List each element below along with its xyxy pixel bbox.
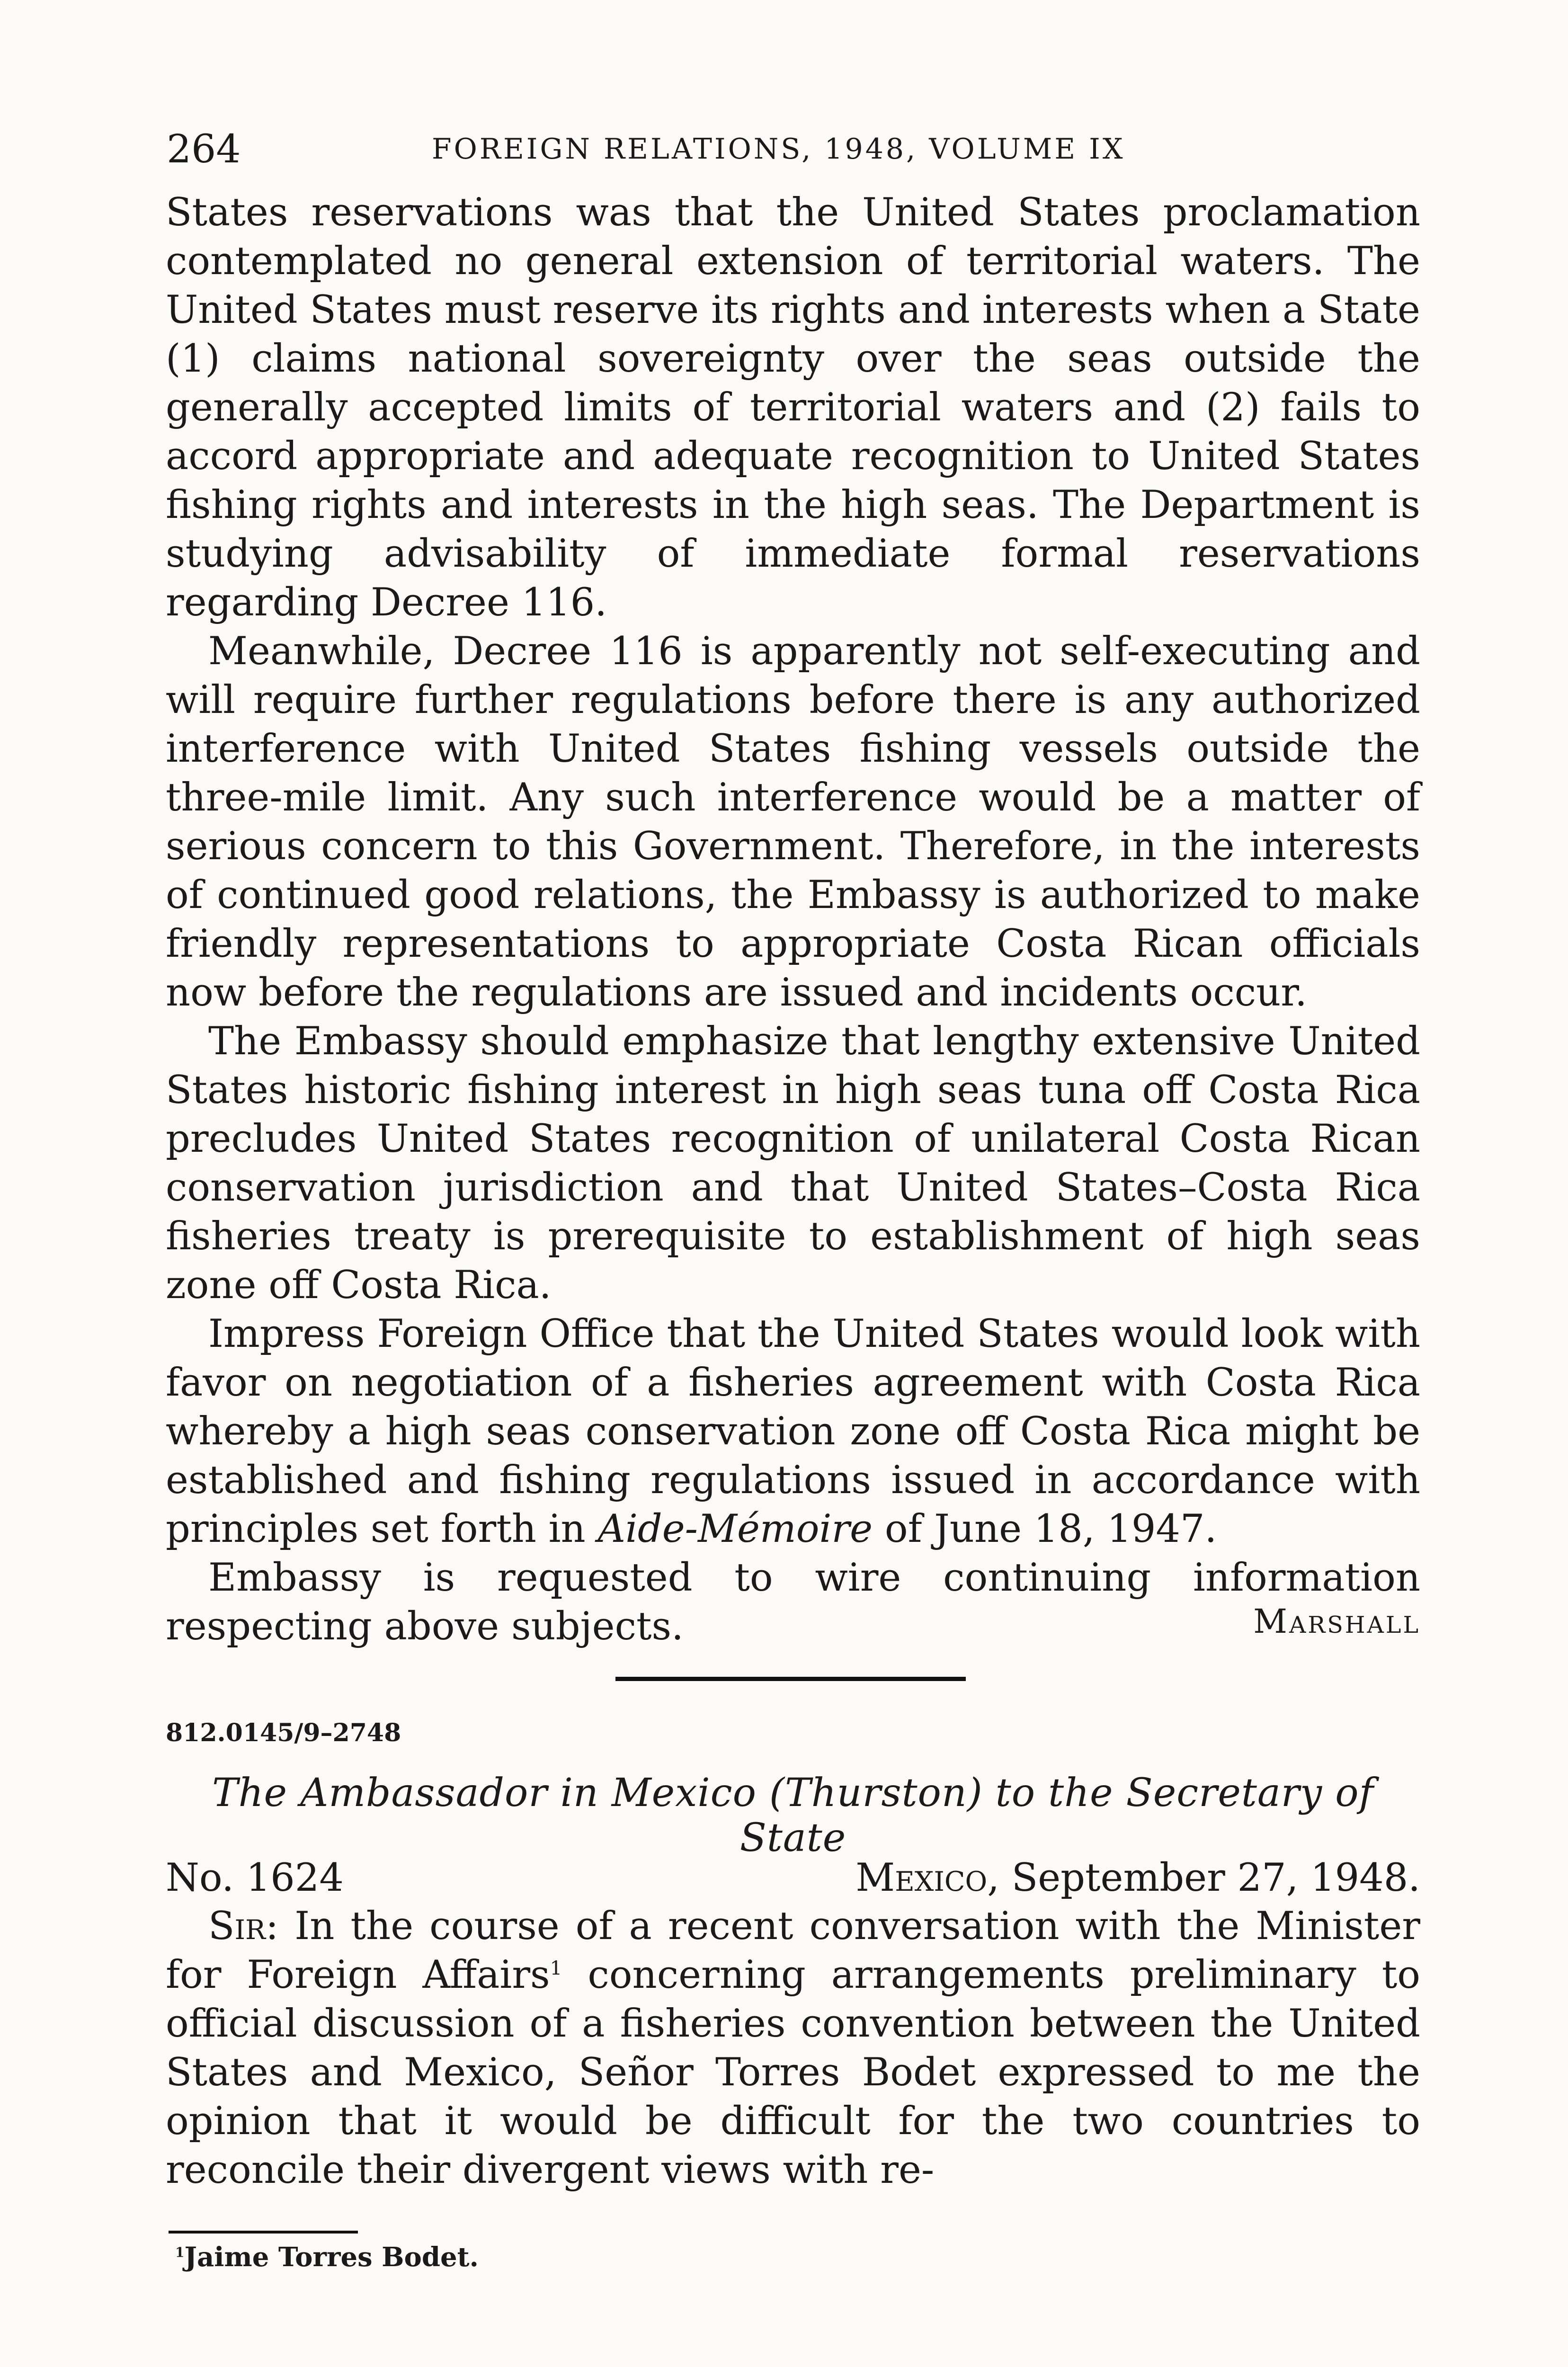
footnote-text: Jaime Torres Bodet. [184, 2242, 479, 2273]
signature-marshall: Marshall [1253, 1602, 1420, 1641]
paragraph-impress [166, 1310, 1420, 1554]
place-date [855, 1856, 1420, 1900]
letter-text-1: : In the course of a recent conversation with the Minister for Foreign Affairs [166, 1904, 1420, 1997]
instruction-body [166, 188, 1420, 1651]
aide-memoire-term: Aide-Mémoire [597, 1507, 873, 1551]
page-header [167, 127, 1420, 179]
paragraph-request: Embassy is requested to wire continuing information respecting above subjects. [166, 1556, 1420, 1649]
footnote-ref[interactable]: 1 [550, 1957, 562, 1979]
footnote-rule [169, 2231, 358, 2234]
section-divider [615, 1677, 966, 1681]
paragraph-impress-tail: of June 18, 1947. [884, 1507, 1217, 1551]
letter-text-2: concerning arrangements preliminary to official discussion of a fisheries convention between the United States and Mexico, Señor Torres Bodet expressed to me the opinion that it would be difficult for the two countries to reconcile their divergent views with re- [166, 1953, 1421, 2192]
letter-paragraph [166, 1902, 1420, 2195]
footnote-marker: 1 [175, 2244, 185, 2260]
letter-body [166, 1902, 1420, 2195]
footnote [175, 2242, 479, 2273]
paragraph-continuation: States reservations was that the United States proclamation contemplated no general extension of territorial waters. The United States must reserve its rights and interests when a State (1) claims national sovereignty over the seas outside the generally accepted limits of territorial waters and (2) fails to accord appropriate and adequate recognition to United States fishing rights and interests in the high seas. The Department is studying advisability of immediate formal reservations regarding Decree 116. [166, 190, 1420, 625]
salutation: Sir [208, 1904, 266, 1949]
place: Mexico [855, 1856, 988, 1900]
paragraph-meanwhile: Meanwhile, Decree 116 is apparently not self-executing and will require further regulations before there is any authorized interference with United States fishing vessels outside the three-mile limit. Any such interference would be a matter of serious concern to this Government. Therefore, in the interests of continued good relations, the Embassy is authorized to make friendly representations to appropriate Costa Rican officials now before the regulations are issued and incidents occur. [166, 629, 1420, 1015]
date: , September 27, 1948. [987, 1856, 1420, 1900]
paragraph-impress-text: Impress Foreign Office that the United States would look with favor on negotiation of a fisheries agreement with Costa Rica whereby a high seas conservation zone off Costa Rica might be established and fishing regulations issued in accordance with principles set forth in [166, 1312, 1420, 1551]
page-number: 264 [167, 127, 241, 172]
paragraph-embassy-emphasize: The Embassy should emphasize that lengthy extensive United States historic fishing interest in high seas tuna off Costa Rica precludes United States recognition of unilateral Costa Rican conservation jurisdiction and that United States–Costa Rica fisheries treaty is prerequisite to establishment of high seas zone off Costa Rica. [166, 1019, 1420, 1308]
file-number: 812.0145/9–2748 [166, 1718, 401, 1747]
running-head: FOREIGN RELATIONS, 1948, VOLUME IX [432, 133, 1125, 166]
despatch-number: No. 1624 [166, 1856, 344, 1900]
dateline [166, 1856, 1420, 1908]
document-title: The Ambassador in Mexico (Thurston) to the Secretary of State [212, 1771, 1374, 1860]
